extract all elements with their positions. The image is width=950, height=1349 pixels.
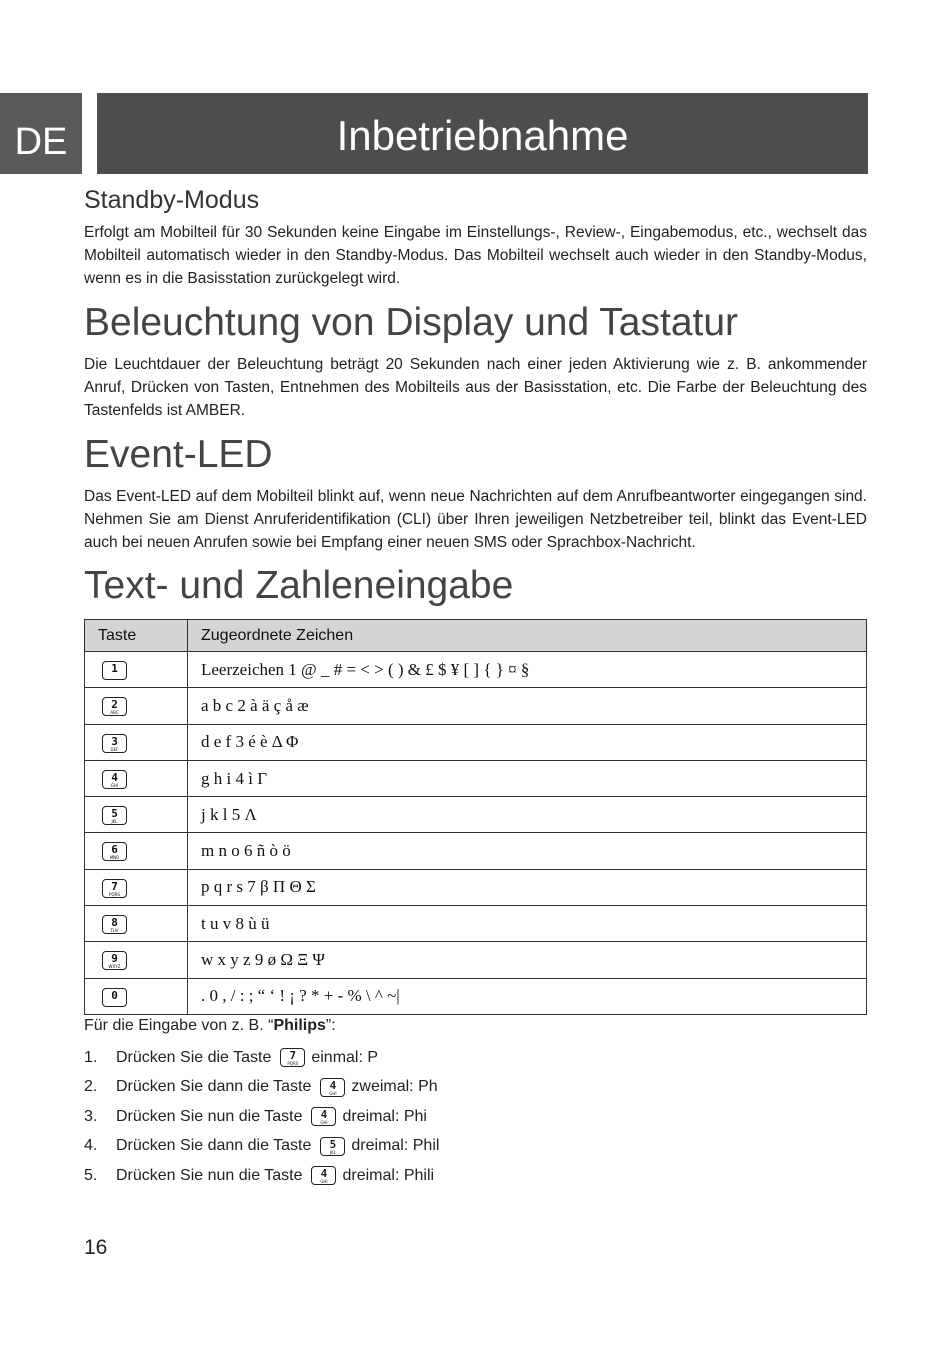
key-digit: 7 bbox=[111, 879, 118, 893]
key-4-icon bbox=[102, 770, 127, 789]
eventled-heading: Event-LED bbox=[84, 433, 273, 476]
key-letters: WXYZ bbox=[108, 964, 121, 970]
step-text: Drücken Sie die Taste bbox=[116, 1048, 272, 1066]
key-letters: GHI bbox=[110, 782, 119, 788]
language-tab: DE bbox=[0, 93, 82, 174]
key-digit: 0 bbox=[111, 988, 118, 1002]
key-7-icon bbox=[102, 879, 127, 898]
key-5-icon bbox=[320, 1137, 345, 1156]
textinput-section bbox=[84, 565, 867, 608]
example-steps-list bbox=[84, 1043, 867, 1191]
chars-cell: w x y z 9 ø Ω Ξ Ψ bbox=[188, 942, 867, 978]
key-letters: JKL bbox=[111, 819, 118, 825]
step-result: dreimal: Phil bbox=[351, 1137, 440, 1155]
example-intro-text: Für die Eingabe von z. B. “ bbox=[84, 1017, 274, 1034]
key-cell bbox=[85, 869, 188, 905]
column-header-chars: Zugeordnete Zeichen bbox=[188, 620, 867, 652]
key-digit: 6 bbox=[111, 843, 118, 857]
key-letters: GHI bbox=[320, 1120, 328, 1126]
chars-cell: a b c 2 à ä ç å æ bbox=[188, 688, 867, 724]
key-letters: ABC bbox=[110, 710, 119, 716]
step-result: dreimal: Phili bbox=[342, 1166, 435, 1184]
key-digit: 4 bbox=[320, 1167, 328, 1181]
key-letters: JKL bbox=[329, 1149, 336, 1155]
standby-heading: Standby-Modus bbox=[84, 186, 260, 214]
step-number: 2. bbox=[84, 1078, 98, 1096]
key-6-icon bbox=[102, 842, 127, 861]
example-intro bbox=[84, 1017, 867, 1043]
key-cell bbox=[85, 724, 188, 760]
backlight-heading: Beleuchtung von Display und Tastatur bbox=[84, 301, 739, 344]
key-digit: 1 bbox=[111, 661, 118, 675]
table-row bbox=[85, 797, 867, 833]
step-text: Drücken Sie dann die Taste bbox=[116, 1078, 312, 1096]
backlight-section bbox=[84, 302, 867, 422]
chars-cell: t u v 8 ù ü bbox=[188, 906, 867, 942]
page-title: Inbetriebnahme bbox=[336, 111, 629, 159]
key-1-icon bbox=[102, 661, 127, 680]
standby-section bbox=[84, 186, 867, 290]
key-digit: 4 bbox=[111, 770, 118, 784]
key-digit: 8 bbox=[111, 916, 118, 930]
key-cell bbox=[85, 797, 188, 833]
key-letters: GHI bbox=[320, 1179, 328, 1185]
page-title-bar bbox=[97, 93, 868, 174]
key-cell bbox=[85, 760, 188, 796]
standby-text: Erfolgt am Mobilteil für 30 Sekunden keine Eingabe im Einstellungs-, Review-, Eingabemodus, etc., wechselt das Mobilteil automatisch wieder in den Standby-Modus. Das Mobilteil wechselt auch wieder in den Standby-Modus, wenn es in die Basisstation zurückgelegt wird. bbox=[84, 224, 867, 287]
key-2-icon bbox=[102, 697, 127, 716]
key-3-icon bbox=[102, 734, 127, 753]
key-letters: TUV bbox=[110, 928, 119, 934]
key-4-icon bbox=[320, 1078, 345, 1097]
table-row bbox=[85, 760, 867, 796]
example-step bbox=[84, 1102, 867, 1132]
textinput-heading: Text- und Zahleneingabe bbox=[84, 564, 514, 607]
key-digit: 9 bbox=[111, 952, 118, 966]
chars-cell: . 0 , / : ; “ ‘ ! ¡ ? * + - % \ ^ ~| bbox=[188, 978, 867, 1014]
step-text: Drücken Sie dann die Taste bbox=[116, 1137, 312, 1155]
key-digit: 4 bbox=[320, 1108, 328, 1122]
key-digit: 3 bbox=[111, 734, 118, 748]
key-4-icon bbox=[311, 1166, 336, 1185]
key-digit: 5 bbox=[111, 807, 118, 821]
key-digit: 5 bbox=[329, 1137, 337, 1151]
chars-cell: p q r s 7 β Π Θ Σ bbox=[188, 869, 867, 905]
chars-cell: Leerzeichen 1 @ _ # = < > ( ) & £ $ ¥ [ ] { } ¤ § bbox=[188, 652, 867, 688]
key-letters: DEF bbox=[110, 746, 119, 752]
step-result: einmal: P bbox=[311, 1048, 379, 1066]
table-row bbox=[85, 942, 867, 978]
step-number: 3. bbox=[84, 1107, 98, 1125]
chars-cell: d e f 3 é è Δ Φ bbox=[188, 724, 867, 760]
key-letters: PQRS bbox=[109, 891, 120, 897]
page-number: 16 bbox=[84, 1236, 108, 1259]
key-cell bbox=[85, 688, 188, 724]
key-cell bbox=[85, 978, 188, 1014]
key-letters: PQRS bbox=[287, 1061, 299, 1067]
key-digit: 4 bbox=[329, 1078, 337, 1092]
example-step bbox=[84, 1073, 867, 1103]
step-text: Drücken Sie nun die Taste bbox=[116, 1166, 303, 1184]
table-row bbox=[85, 869, 867, 905]
key-5-icon bbox=[102, 806, 127, 825]
table-row bbox=[85, 978, 867, 1014]
step-text: Drücken Sie nun die Taste bbox=[116, 1107, 303, 1125]
step-number: 1. bbox=[84, 1048, 98, 1066]
example-step bbox=[84, 1132, 867, 1162]
table-row bbox=[85, 688, 867, 724]
key-digit: 7 bbox=[289, 1049, 297, 1063]
example-intro-word: Philips bbox=[273, 1017, 326, 1034]
table-row bbox=[85, 724, 867, 760]
backlight-text: Die Leuchtdauer der Beleuchtung beträgt 20 Sekunden nach einer jeden Aktivierung wie z. B. ankommender Anruf, Drücken von Tasten, Entnehmen des Mobilteils aus der Basisstation, etc. Die Farbe der Beleuchtung des Tastenfelds ist AMBER. bbox=[84, 355, 867, 419]
key-cell bbox=[85, 906, 188, 942]
key-cell bbox=[85, 652, 188, 688]
table-header-row bbox=[85, 620, 867, 652]
table-row bbox=[85, 833, 867, 869]
example-step bbox=[84, 1161, 867, 1191]
step-number: 4. bbox=[84, 1137, 98, 1155]
key-character-table bbox=[84, 619, 867, 1015]
eventled-text: Das Event-LED auf dem Mobilteil blinkt auf, wenn neue Nachrichten auf dem Anrufbeantworter eingegangen sind. Nehmen Sie am Dienst Anruferidentifikation (CLI) über Ihren jeweiligen Netzbetreiber teil, blinkt das Event-LED auch bei neuen Anrufen sowie bei Empfang einer neuen SMS oder Sprachbox-Nachricht. bbox=[84, 487, 867, 551]
example-section bbox=[84, 1017, 867, 1191]
key-cell bbox=[85, 833, 188, 869]
key-7-icon bbox=[280, 1048, 305, 1067]
key-letters: MNO bbox=[109, 855, 120, 861]
step-result: dreimal: Phi bbox=[342, 1107, 427, 1125]
chars-cell: g h i 4 ì Γ bbox=[188, 760, 867, 796]
table-row bbox=[85, 906, 867, 942]
key-0-icon bbox=[102, 988, 127, 1007]
step-result: zweimal: Ph bbox=[351, 1078, 438, 1096]
key-8-icon bbox=[102, 915, 127, 934]
key-9-icon bbox=[102, 951, 127, 970]
chars-cell: j k l 5 Λ bbox=[188, 797, 867, 833]
key-letters: GHI bbox=[329, 1090, 337, 1096]
chars-cell: m n o 6 ñ ò ö bbox=[188, 833, 867, 869]
key-digit: 2 bbox=[111, 698, 118, 712]
example-intro-end: ”: bbox=[325, 1017, 336, 1034]
key-4-icon bbox=[311, 1107, 336, 1126]
column-header-key: Taste bbox=[85, 620, 188, 652]
table-row bbox=[85, 652, 867, 688]
step-number: 5. bbox=[84, 1166, 98, 1184]
example-step bbox=[84, 1043, 867, 1073]
eventled-section bbox=[84, 434, 867, 554]
key-cell bbox=[85, 942, 188, 978]
